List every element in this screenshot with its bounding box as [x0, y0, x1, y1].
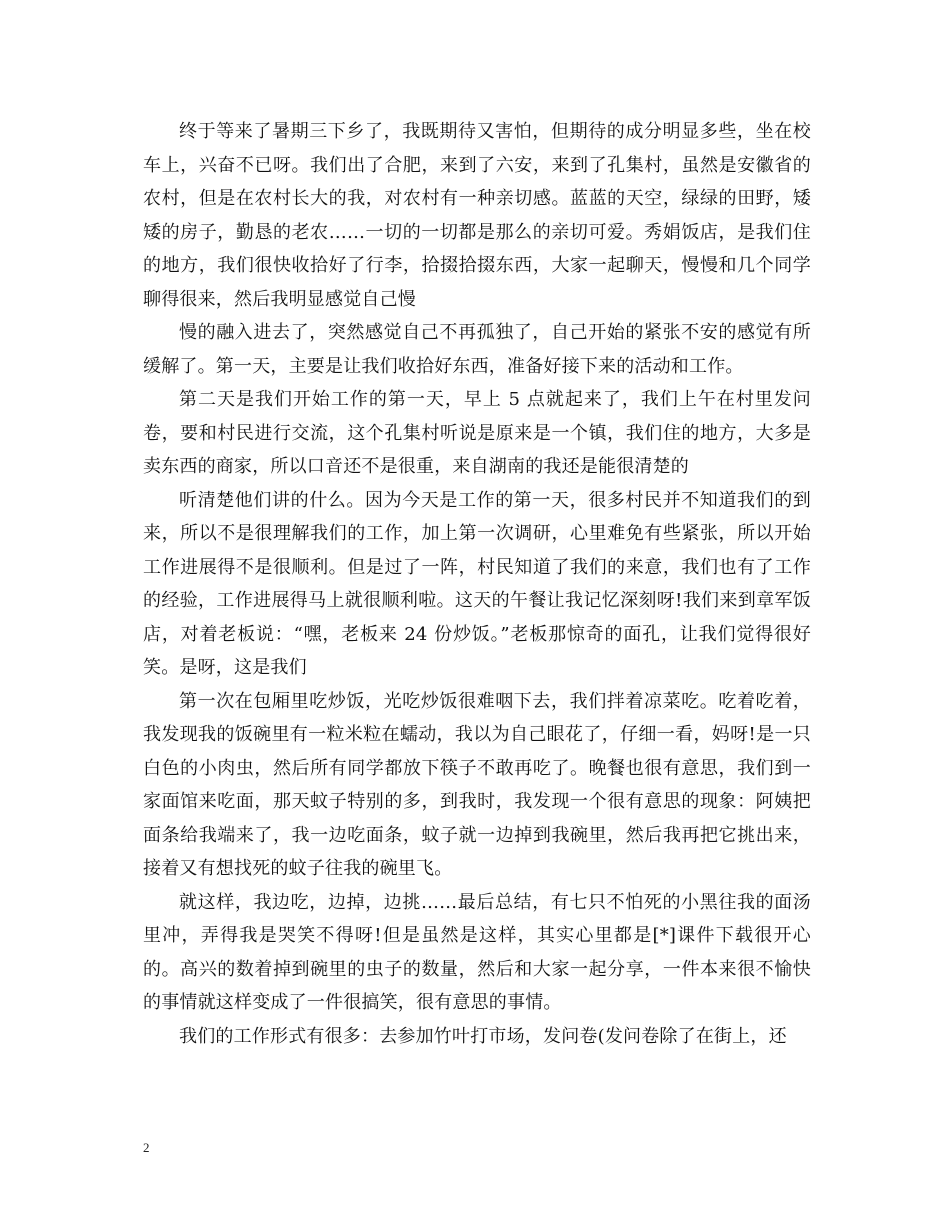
paragraph-4: 听清楚他们讲的什么。因为今天是工作的第一天，很多村民并不知道我们的到来，所以不是很理解我们的工作，加上第一次调研，心里难免有些紧张，所以开始工作进展得不是很顺利。但是过了一阵，村民知道了我们的来意，我们也有了工作的经验，工作进展得马上就很顺利啦。这天的午餐让我记忆深刻呀!我们来到章军饭店，对着老板说：“嘿，老板来 24 份炒饭。”老板那惊奇的面孔，让我们觉得很好笑。是呀，这是我们 [143, 489, 811, 678]
paragraph-5: 第一次在包厢里吃炒饭，光吃炒饭很难咽下去，我们拌着凉菜吃。吃着吃着，我发现我的饭碗里有一粒米粒在蠕动，我以为自己眼花了，仔细一看，妈呀!是一只白色的小肉虫，然后所有同学都放下筷子不敢再吃了。晚餐也很有意思，我们到一家面馆来吃面，那天蚊子特别的多，到我时，我发现一个很有意思的现象：阿姨把面条给我端来了，我一边吃面条，蚊子就一边掉到我碗里，然后我再把它挑出来，接着又有想找死的蚊子往我的碗里飞。 [143, 690, 811, 879]
page-number: 2 [143, 1140, 150, 1155]
body-text [143, 115, 811, 1053]
paragraph-7: 我们的工作形式有很多：去参加竹叶打市场，发问卷(发问卷除了在街上，还 [179, 1025, 787, 1047]
paragraph-2: 慢的融入进去了，突然感觉自己不再孤独了，自己开始的紧张不安的感觉有所缓解了。第一天，主要是让我们收拾好东西，准备好接下来的活动和工作。 [143, 322, 811, 377]
paragraph-6: 就这样，我边吃，边掉，边挑……最后总结，有七只不怕死的小黑往我的面汤里冲，弄得我是哭笑不得呀!但是虽然是这样，其实心里都是[*]课件下载很开心的。高兴的数着掉到碗里的虫子的数量，然后和大家一起分享，一件本来很不愉快的事情就这样变成了一件很搞笑，很有意思的事情。 [143, 891, 811, 1013]
paragraph-1: 终于等来了暑期三下乡了，我既期待又害怕，但期待的成分明显多些，坐在校车上，兴奋不已呀。我们出了合肥，来到了六安，来到了孔集村，虽然是安徽省的农村，但是在农村长大的我，对农村有一种亲切感。蓝蓝的天空，绿绿的田野，矮矮的房子，勤恳的老农……一切的一切都是那么的亲切可爱。秀娟饭店，是我们住的地方，我们很快收拾好了行李，拾掇拾掇东西，大家一起聊天，慢慢和几个同学聊得很来，然后我明显感觉自己慢 [143, 121, 811, 310]
paragraph-3: 第二天是我们开始工作的第一天，早上 5 点就起来了，我们上午在村里发问卷，要和村民进行交流，这个孔集村听说是原来是一个镇，我们住的地方，大多是卖东西的商家，所以口音还不是很重，来自湖南的我还是能很清楚的 [143, 389, 811, 477]
